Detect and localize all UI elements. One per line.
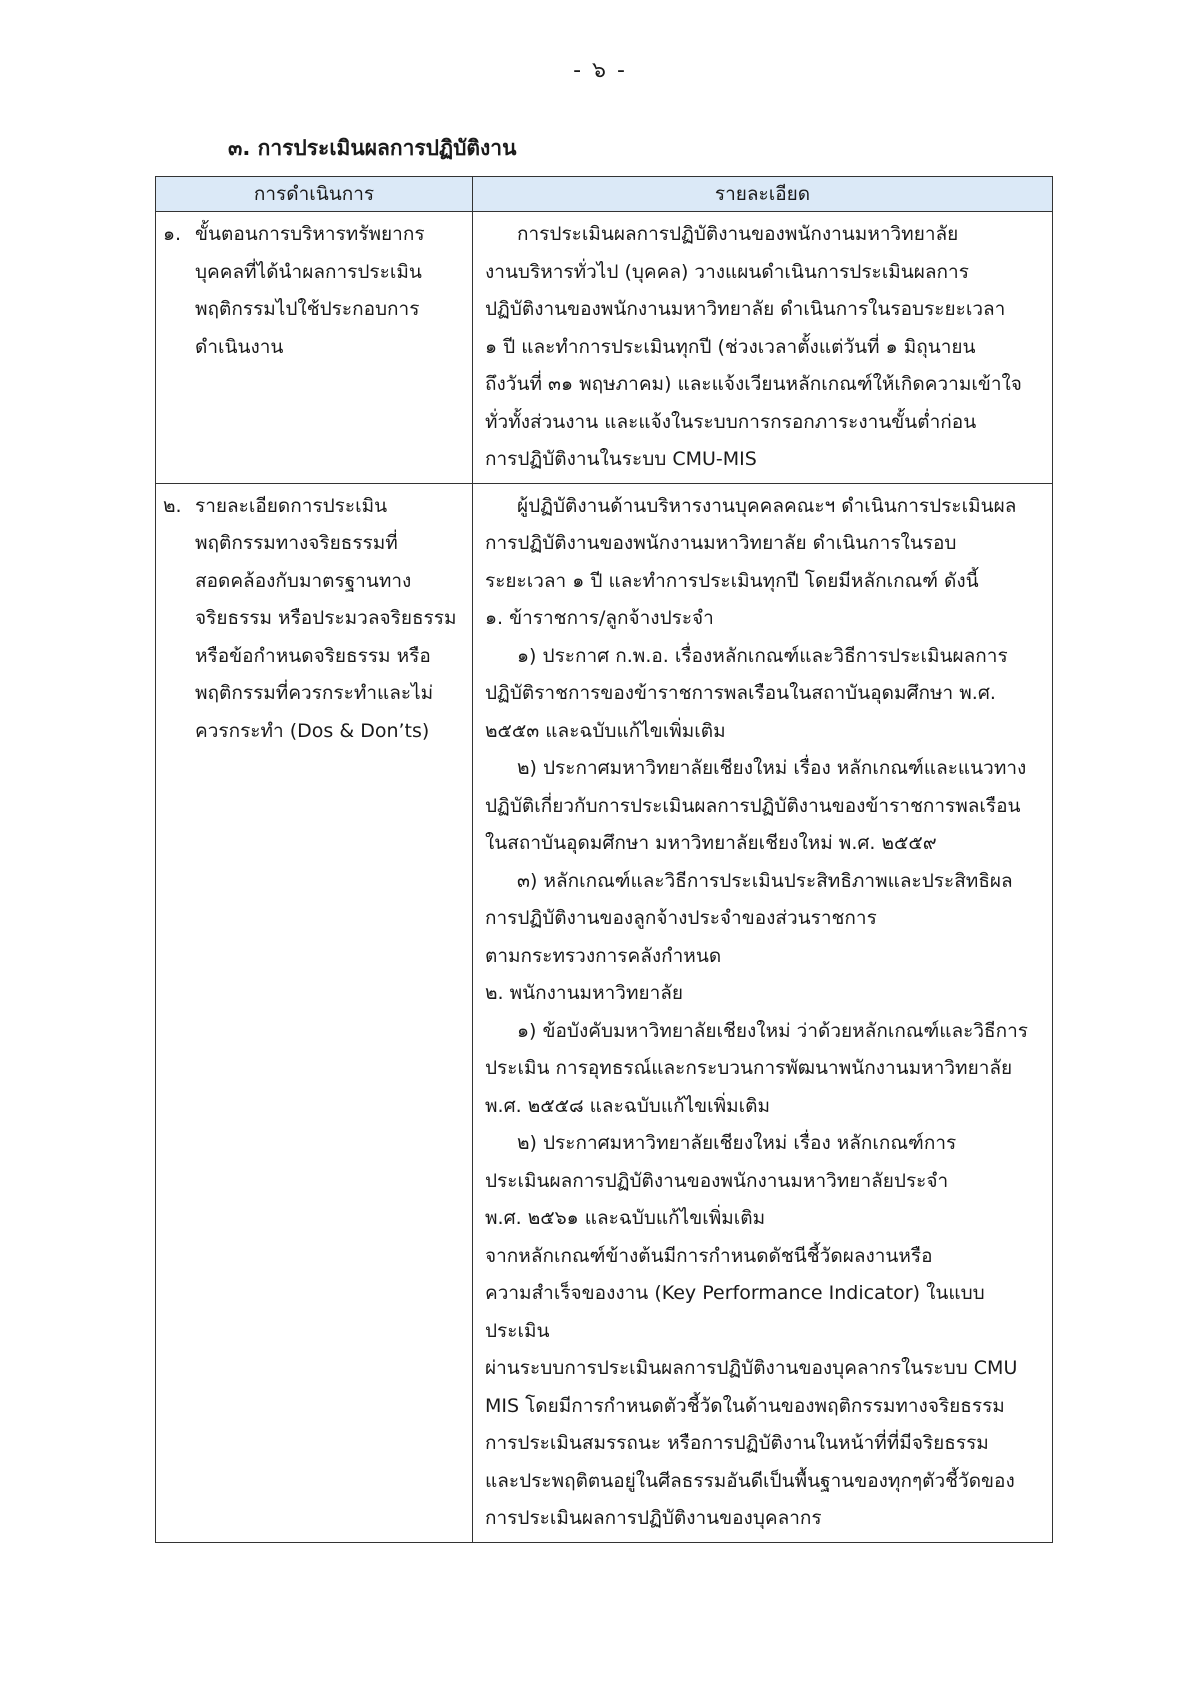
operation-line: จริยธรรม หรือประมวลจริยธรรม: [195, 607, 457, 629]
detail-line: การประเมินผลการปฏิบัติงานของบุคลากร: [485, 1507, 822, 1529]
detail-line: พ.ศ. ๒๕๕๘ และฉบับแก้ไขเพิ่มเติม: [485, 1094, 771, 1117]
detail-line: ปฏิบัติราชการของข้าราชการพลเรือนในสถาบันอุดมศึกษา พ.ศ.: [485, 682, 996, 704]
detail-line: ๑) ข้อบังคับมหาวิทยาลัยเชียงใหม่ ว่าด้วยหลักเกณฑ์และวิธีการ: [517, 1019, 1028, 1042]
detail-line: ๒. พนักงานมหาวิทยาลัย: [485, 982, 684, 1004]
detail-line: ๑ ปี และทำการประเมินทุกปี (ช่วงเวลาตั้งแต่วันที่ ๑ มิถุนายน: [485, 335, 976, 358]
detail-line: ทั่วทั้งส่วนงาน และแจ้งในระบบการกรอกภาระงานขั้นต่ำก่อน: [485, 410, 977, 433]
page-number: - ๖ -: [573, 58, 627, 83]
operation-line: สอดคล้องกับมาตรฐานทาง: [195, 569, 412, 592]
detail-cell: [473, 212, 1053, 484]
detail-line: ปฏิบัติเกี่ยวกับการประเมินผลการปฏิบัติงานของข้าราชการพลเรือน: [485, 794, 1021, 817]
operation-line: รายละเอียดการประเมิน: [195, 494, 388, 517]
detail-line: จากหลักเกณฑ์ข้างต้นมีการกำหนดดัชนีชี้วัดผลงานหรือ: [485, 1244, 933, 1267]
detail-line: ในสถาบันอุดมศึกษา มหาวิทยาลัยเชียงใหม่ พ.ศ. ๒๕๕๙: [485, 832, 937, 854]
table-header-row: [156, 177, 1053, 212]
detail-line: ผ่านระบบการประเมินผลการปฏิบัติงานของบุคลากรในระบบ CMU: [485, 1357, 1018, 1379]
table-row: [156, 483, 1053, 1542]
header-operation: การดำเนินการ: [156, 177, 473, 212]
detail-line: การปฏิบัติงานของพนักงานมหาวิทยาลัย ดำเนินการในรอบ: [485, 532, 957, 554]
operation-line: ขั้นตอนการบริหารทรัพยากร: [195, 223, 425, 245]
operation-cell: [156, 483, 473, 1542]
item-number: ๑.: [163, 223, 182, 245]
evaluation-table: [155, 176, 1053, 1543]
operation-line: ควรกระทำ (Dos & Don’ts): [195, 719, 430, 742]
item-number: ๒.: [163, 494, 182, 517]
detail-line: พ.ศ. ๒๕๖๑ และฉบับแก้ไขเพิ่มเติม: [485, 1207, 766, 1229]
detail-line: ความสำเร็จของงาน (Key Performance Indicator) ในแบบประเมิน: [485, 1282, 985, 1342]
detail-line: ๑) ประกาศ ก.พ.อ. เรื่องหลักเกณฑ์และวิธีการประเมินผลการ: [517, 644, 1008, 667]
detail-line: ตามกระทรวงการคลังกำหนด: [485, 944, 722, 967]
detail-line: ปฏิบัติงานของพนักงานมหาวิทยาลัย ดำเนินการในรอบระยะเวลา: [485, 298, 1006, 320]
detail-line: ผู้ปฏิบัติงานด้านบริหารงานบุคคลคณะฯ ดำเนินการประเมินผล: [517, 494, 1017, 517]
operation-line: หรือข้อกำหนดจริยธรรม หรือ: [195, 644, 431, 667]
detail-line: ประเมินผลการปฏิบัติงานของพนักงานมหาวิทยาลัยประจำ: [485, 1169, 949, 1192]
detail-line: และประพฤติตนอยู่ในศีลธรรมอันดีเป็นพื้นฐานของทุกๆตัวชี้วัดของ: [485, 1469, 1015, 1492]
detail-line: ๒) ประกาศมหาวิทยาลัยเชียงใหม่ เรื่อง หลักเกณฑ์และแนวทาง: [517, 757, 1027, 779]
detail-line: งานบริหารทั่วไป (บุคคล) วางแผนดำเนินการประเมินผลการ: [485, 260, 969, 283]
detail-line: ประเมิน การอุทธรณ์และกระบวนการพัฒนาพนักงานมหาวิทยาลัย: [485, 1057, 1013, 1079]
operation-line: พฤติกรรมที่ควรกระทำและไม่: [195, 682, 434, 704]
detail-line: การประเมินผลการปฏิบัติงานของพนักงานมหาวิทยาลัย: [517, 223, 959, 245]
detail-line: ๒) ประกาศมหาวิทยาลัยเชียงใหม่ เรื่อง หลักเกณฑ์การ: [517, 1132, 957, 1154]
detail-line: การปฏิบัติงานของลูกจ้างประจำของส่วนราชการ: [485, 907, 877, 929]
detail-line: การปฏิบัติงานในระบบ CMU-MIS: [485, 448, 757, 470]
section-title: ๓. การประเมินผลการปฏิบัติงาน: [228, 136, 517, 160]
detail-line: การประเมินสมรรถนะ หรือการปฏิบัติงานในหน้าที่ที่มีจริยธรรม: [485, 1432, 989, 1454]
operation-cell: [156, 212, 473, 484]
detail-line: MIS โดยมีการกำหนดตัวชี้วัดในด้านของพฤติกรรมทางจริยธรรม: [485, 1394, 1005, 1417]
operation-line: พฤติกรรมทางจริยธรรมที่: [195, 532, 398, 554]
operation-line: ดำเนินงาน: [195, 335, 284, 358]
detail-line: ระยะเวลา ๑ ปี และทำการประเมินทุกปี โดยมีหลักเกณฑ์ ดังนี้: [485, 569, 979, 592]
operation-line: บุคคลที่ได้นำผลการประเมิน: [195, 260, 422, 283]
detail-line: ๑. ข้าราชการ/ลูกจ้างประจำ: [485, 607, 714, 629]
table-row: [156, 212, 1053, 484]
header-detail: รายละเอียด: [473, 177, 1053, 212]
operation-line: พฤติกรรมไปใช้ประกอบการ: [195, 298, 420, 320]
detail-line: ๓) หลักเกณฑ์และวิธีการประเมินประสิทธิภาพและประสิทธิผล: [517, 869, 1013, 892]
detail-line: ถึงวันที่ ๓๑ พฤษภาคม) และแจ้งเวียนหลักเกณฑ์ให้เกิดความเข้าใจ: [485, 373, 1022, 395]
detail-cell: [473, 483, 1053, 1542]
detail-line: ๒๕๕๓ และฉบับแก้ไขเพิ่มเติม: [485, 719, 726, 742]
